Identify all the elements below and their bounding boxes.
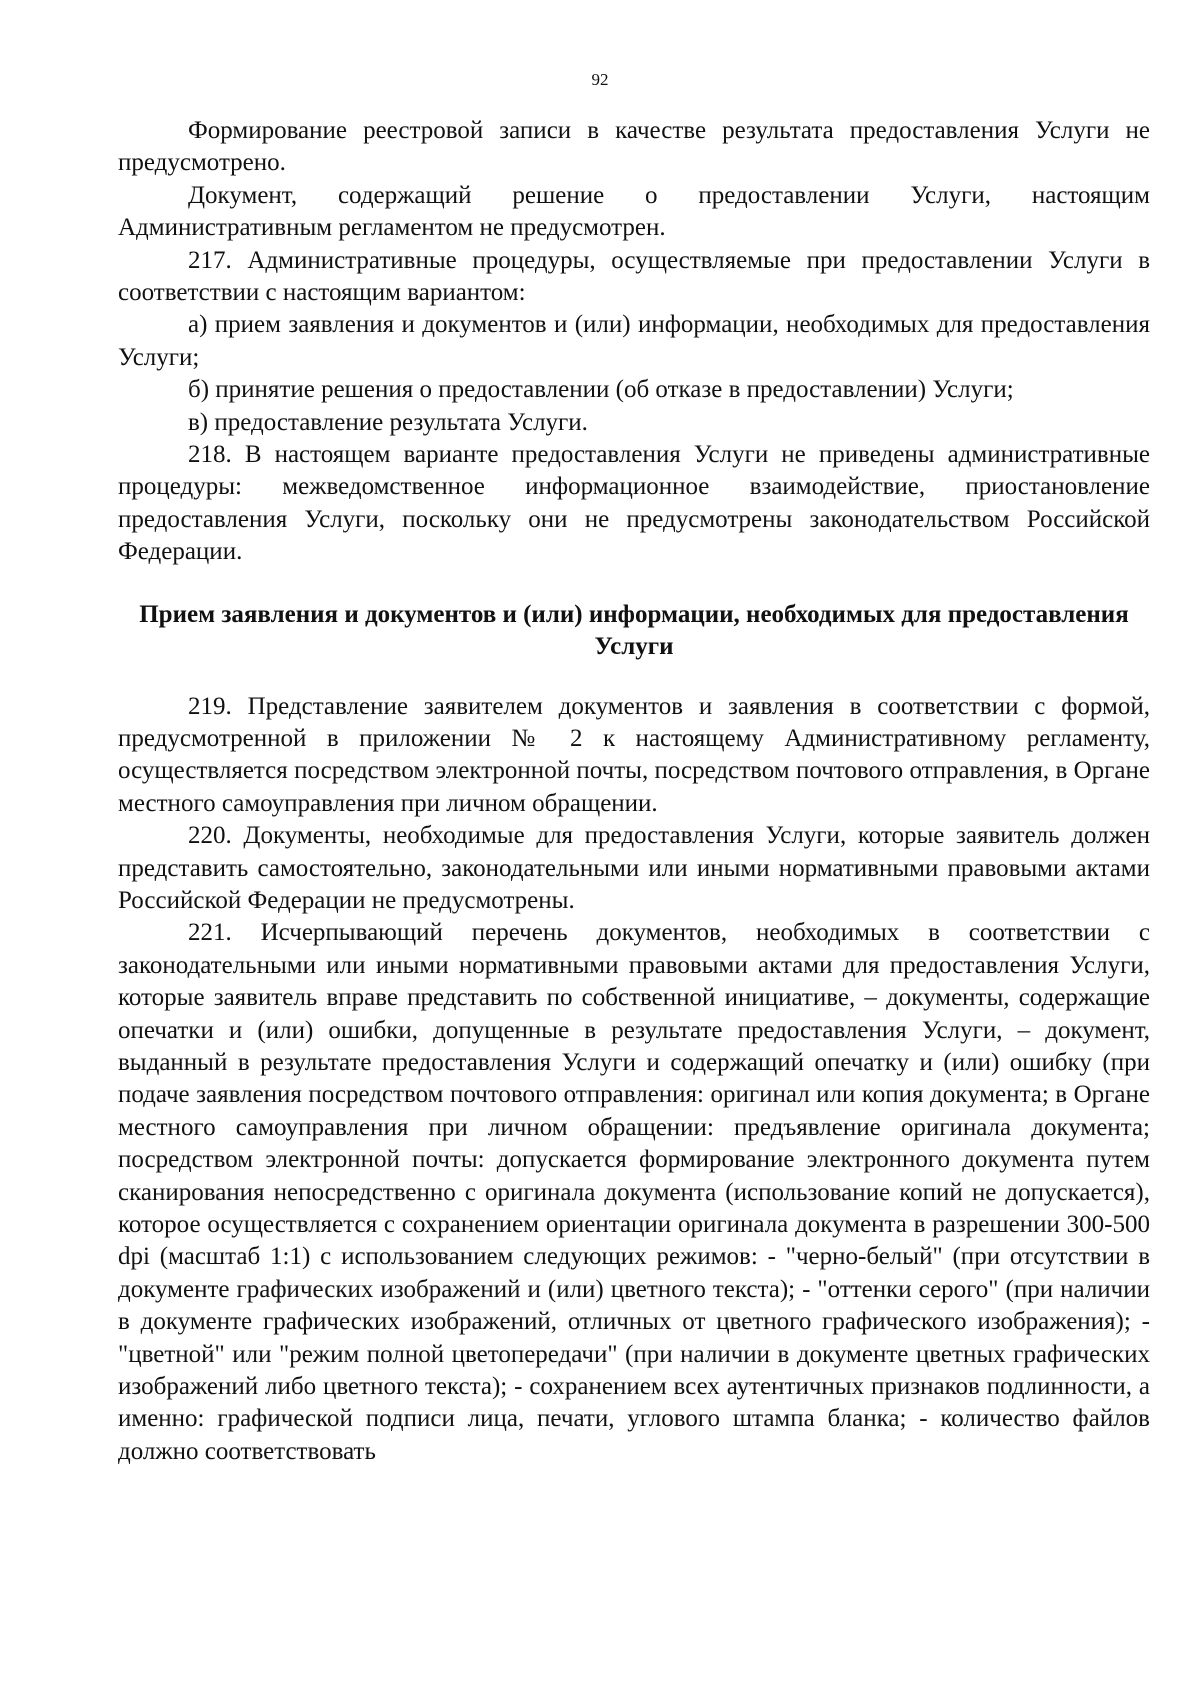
paragraph-221: 221. Исчерпывающий перечень документов, необходимых в соответствии с законодательными или иными нормативными правовыми актами для предоставления Услуги, которые заявитель вправе представить по собственной инициативе, – документы, содержащие опечатки и (или) ошибки, допущенные в результате предоставления Услуги, – документ, выданный в результате предоставления Услуги и содержащий опечатку и (или) ошибку (при подаче заявления посредством почтового отправления: оригинал или копия документа; в Органе местного самоуправления при личном обращении: предъявление оригинала документа; посредством электронной почты: допускается формирование электронного документа путем сканирования непосредственно с оригинала документа (использование копий не допускается), которое осуществляется с сохранением ориентации оригинала документа в разрешении 300-500 dpi (масштаб 1:1) с использованием следующих режимов: - "черно-белый" (при отсутствии в документе графических изображений и (или) цветного текста); - "оттенки серого" (при наличии в документе графических изображений, отличных от цветного графического изображения); - "цветной" или "режим полной цветопередачи" (при наличии в документе цветных графических изображений либо цветного текста); - сохранением всех аутентичных признаков подлинности, а именно: графической подписи лица, печати, углового штампа бланка; - количество файлов должно соответствовать — [118, 919, 1150, 1465]
document-body — [118, 115, 1150, 1468]
paragraph-decision-document: Документ, содержащий решение о предоставлении Услуги, настоящим Административным регламентом не предусмотрен. — [118, 181, 1150, 242]
paragraph-registry-record: Формирование реестровой записи в качестве результата предоставления Услуги не предусмотрено. — [118, 117, 1150, 177]
paragraph-217: 217. Административные процедуры, осуществляемые при предоставлении Услуги в соответствии с настоящим вариантом: — [118, 246, 1150, 307]
list-item-b: б) принятие решения о предоставлении (об отказе в предоставлении) Услуги; — [188, 376, 1014, 404]
section-heading: Прием заявления и документов и (или) информации, необходимых для предоставления Услуги — [139, 600, 1129, 661]
page-number: 92 — [591, 70, 609, 89]
paragraph-220: 220. Документы, необходимые для предоставления Услуги, которые заявитель должен представить самостоятельно, законодательными или иными нормативными правовыми актами Российской Федерации не предусмотрены. — [118, 822, 1150, 914]
paragraph-219: 219. Представление заявителем документов и заявления в соответствии с формой, предусмотренной в приложении № 2 к настоящему Административному регламенту, осуществляется посредством электронной почты, посредством почтового отправления, в Органе местного самоуправления при личном обращении. — [118, 692, 1150, 817]
paragraph-218: 218. В настоящем варианте предоставления Услуги не приведены административные процедуры: межведомственное информационное взаимодействие, приостановление предоставления Услуги, поскольку они не предусмотрены законодательством Российской Федерации. — [118, 441, 1150, 566]
list-item-a: а) прием заявления и документов и (или) информации, необходимых для предоставления Услуги; — [118, 311, 1150, 371]
list-item-v: в) предоставление результата Услуги. — [188, 408, 588, 436]
